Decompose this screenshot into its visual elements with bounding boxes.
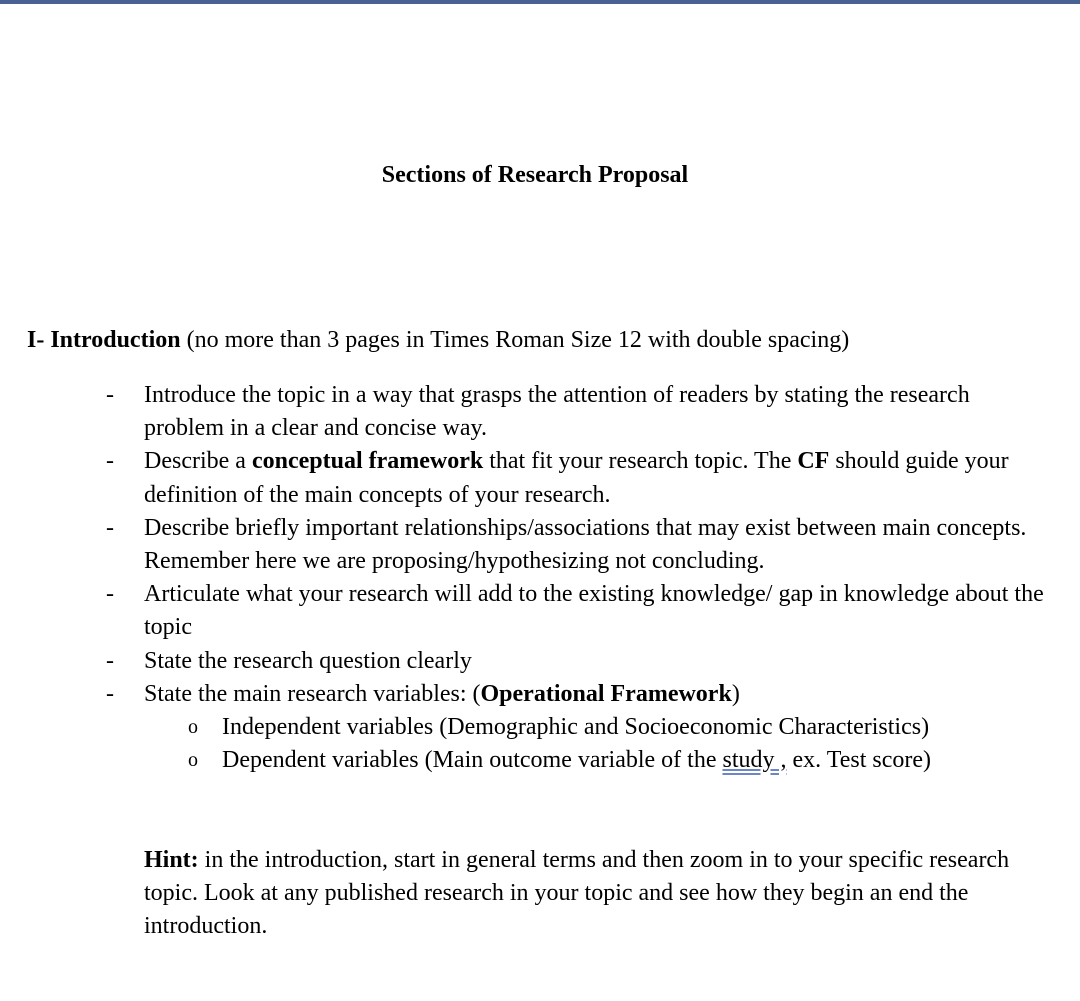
list-item bbox=[0, 678, 1044, 778]
hint-label: Hint: bbox=[144, 847, 199, 873]
bullet-text: Describe briefly important relationships/associations that may exist between main concepts. Remember here we are proposing/hypothesizing not concluding. bbox=[144, 514, 1027, 575]
section-heading-note: (no more than 3 pages in Times Roman Size 12 with double spacing) bbox=[180, 327, 850, 353]
hint-paragraph bbox=[144, 844, 1044, 944]
bullet-dash: - bbox=[106, 382, 114, 408]
section-heading bbox=[27, 325, 1067, 355]
list-item bbox=[0, 578, 1044, 644]
section-heading-label: I- Introduction bbox=[27, 327, 181, 353]
list-item bbox=[0, 379, 1044, 445]
bullet-dash: - bbox=[106, 581, 114, 608]
bullet-text: State the main research variables: ( bbox=[144, 680, 481, 707]
sub-list-item bbox=[144, 711, 1044, 744]
bullet-dash: - bbox=[106, 647, 114, 674]
bullet-text: Introduce the topic in a way that grasps the attention of readers by stating the research problem in a clear and concise way. bbox=[144, 382, 970, 442]
bullet-text: that fit your research topic. The bbox=[483, 448, 798, 475]
list-item bbox=[0, 445, 1044, 511]
sub-list-item bbox=[144, 744, 1044, 777]
circle-bullet-icon: o bbox=[188, 716, 198, 739]
list-item bbox=[0, 512, 1044, 578]
sub-item-text: Dependent variables (Main outcome variable of the bbox=[222, 747, 723, 774]
bullet-text: ) bbox=[731, 680, 740, 707]
bullet-dash: - bbox=[106, 514, 114, 541]
document-title: Sections of Research Proposal bbox=[381, 162, 689, 188]
bullet-dash: - bbox=[106, 448, 114, 475]
circle-bullet-icon: o bbox=[188, 749, 198, 772]
bullet-text: Describe a bbox=[144, 448, 252, 475]
bullet-text: Articulate what your research will add to the existing knowledge/ gap in knowledge about the topic bbox=[144, 581, 1044, 641]
bullet-text: should guide your definition of the main concepts of your research. bbox=[144, 448, 1009, 508]
grammar-flagged-word[interactable]: study , bbox=[722, 747, 787, 774]
bullet-text: State the research question clearly bbox=[144, 647, 472, 674]
bullet-dash: - bbox=[106, 680, 114, 707]
introduction-bullet-list bbox=[0, 379, 1080, 777]
hint-text: in the introduction, start in general terms and then zoom in to your specific research topic. Look at any published research in your topic and see how they begin an end the introduction. bbox=[144, 847, 1010, 940]
bullet-bold-term: CF bbox=[797, 448, 830, 475]
sub-item-text: ex. Test score) bbox=[786, 747, 931, 774]
variables-sub-list bbox=[144, 711, 1044, 777]
bullet-bold-term: conceptual framework bbox=[251, 448, 484, 475]
sub-item-text: Independent variables (Demographic and Socioeconomic Characteristics) bbox=[222, 714, 930, 741]
bullet-bold-term: Operational Framework bbox=[480, 680, 732, 707]
window-top-border bbox=[0, 0, 1080, 4]
list-item bbox=[0, 645, 1044, 678]
